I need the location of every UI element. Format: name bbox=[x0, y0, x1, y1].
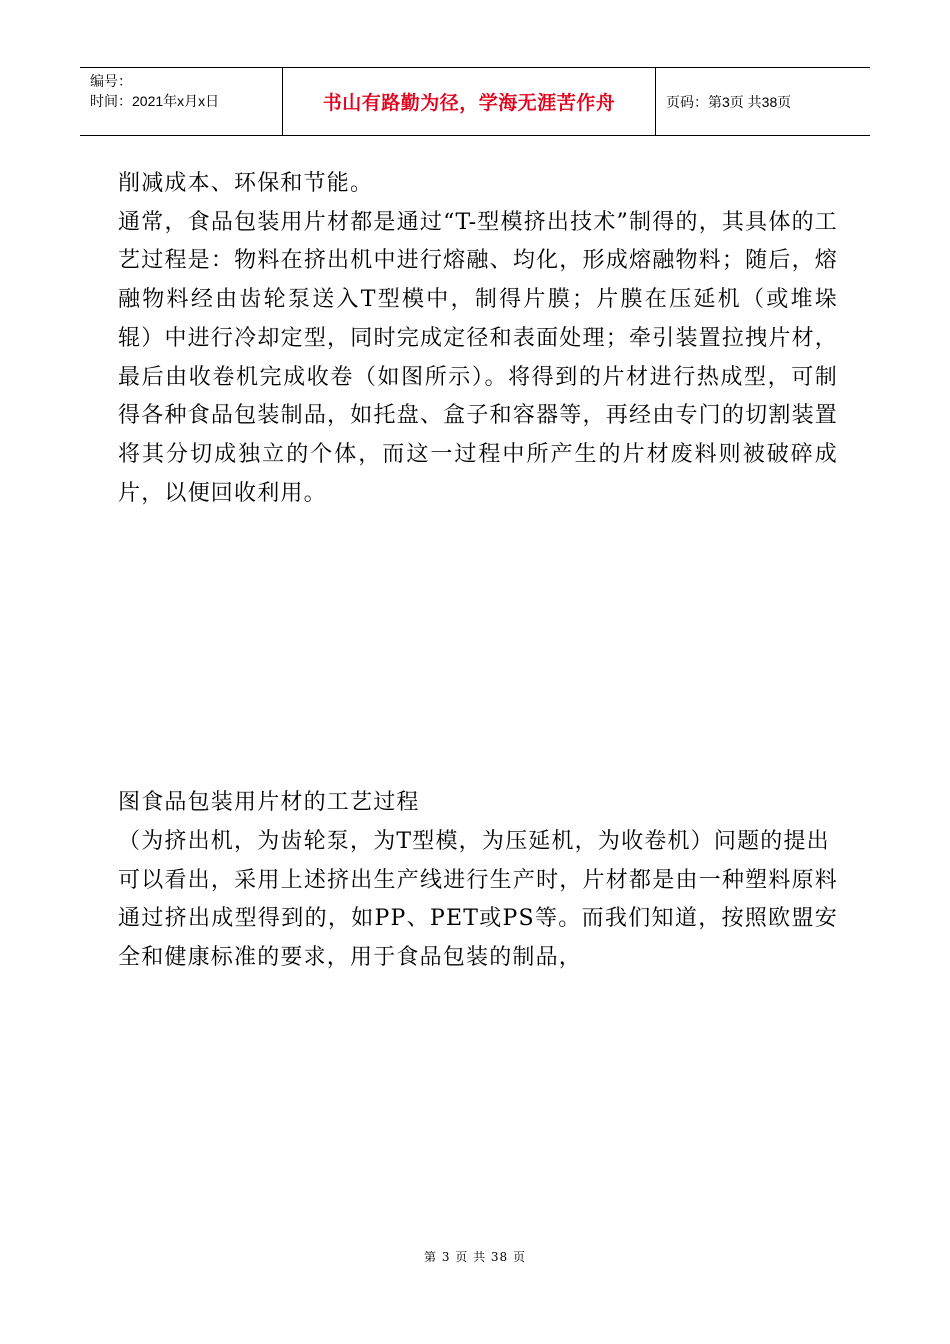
document-time-label: 时间：2021年x月x日 bbox=[90, 93, 220, 109]
document-body bbox=[118, 165, 838, 978]
header-page-cell bbox=[656, 68, 870, 135]
document-number-label: 编号： bbox=[90, 73, 132, 89]
body-paragraph: 削减成本、环保和节能。 bbox=[118, 171, 374, 196]
header-motto-cell bbox=[282, 68, 656, 135]
page-footer: 第 3 页 共 38 页 bbox=[424, 1250, 526, 1264]
header-motto: 书山有路勤为径，学海无涯苦作舟 bbox=[322, 93, 616, 114]
body-paragraph: 通常，食品包装用片材都是通过“T-型模挤出技术”制得的，其具体的工艺过程是：物料在挤出机中进行熔融、均化，形成熔融物料；随后，熔融物料经由齿轮泵送入T型模中，制得片膜；片膜在压延机（或堆垛辊）中进行冷却定型，同时完成定径和表面处理；牵引装置拉拽片材，最后由收卷机完成收卷（如图所示）。将得到的片材进行热成型，可制得各种食品包装制品，如托盘、盒子和容器等，再经由专门的切割装置将其分切成独立的个体，而这一过程中所产生的片材废料则被破碎成片，以便回收利用。 bbox=[118, 209, 838, 506]
figure-placeholder bbox=[118, 513, 838, 784]
header-left-cell bbox=[80, 68, 282, 135]
body-paragraph: 可以看出，采用上述挤出生产线进行生产时，片材都是由一种塑料原料通过挤出成型得到的，如PP、PET或PS等。而我们知道，按照欧盟安全和健康标准的要求，用于食品包装的制品， bbox=[118, 867, 838, 971]
header-table bbox=[80, 67, 870, 136]
figure-caption: 图食品包装用片材的工艺过程 bbox=[118, 790, 420, 816]
figure-legend: （为挤出机，为齿轮泵，为T型模，为压延机，为收卷机）问题的提出 bbox=[118, 829, 830, 855]
header-page-info: 页码：第3页 共38页 bbox=[666, 93, 792, 110]
